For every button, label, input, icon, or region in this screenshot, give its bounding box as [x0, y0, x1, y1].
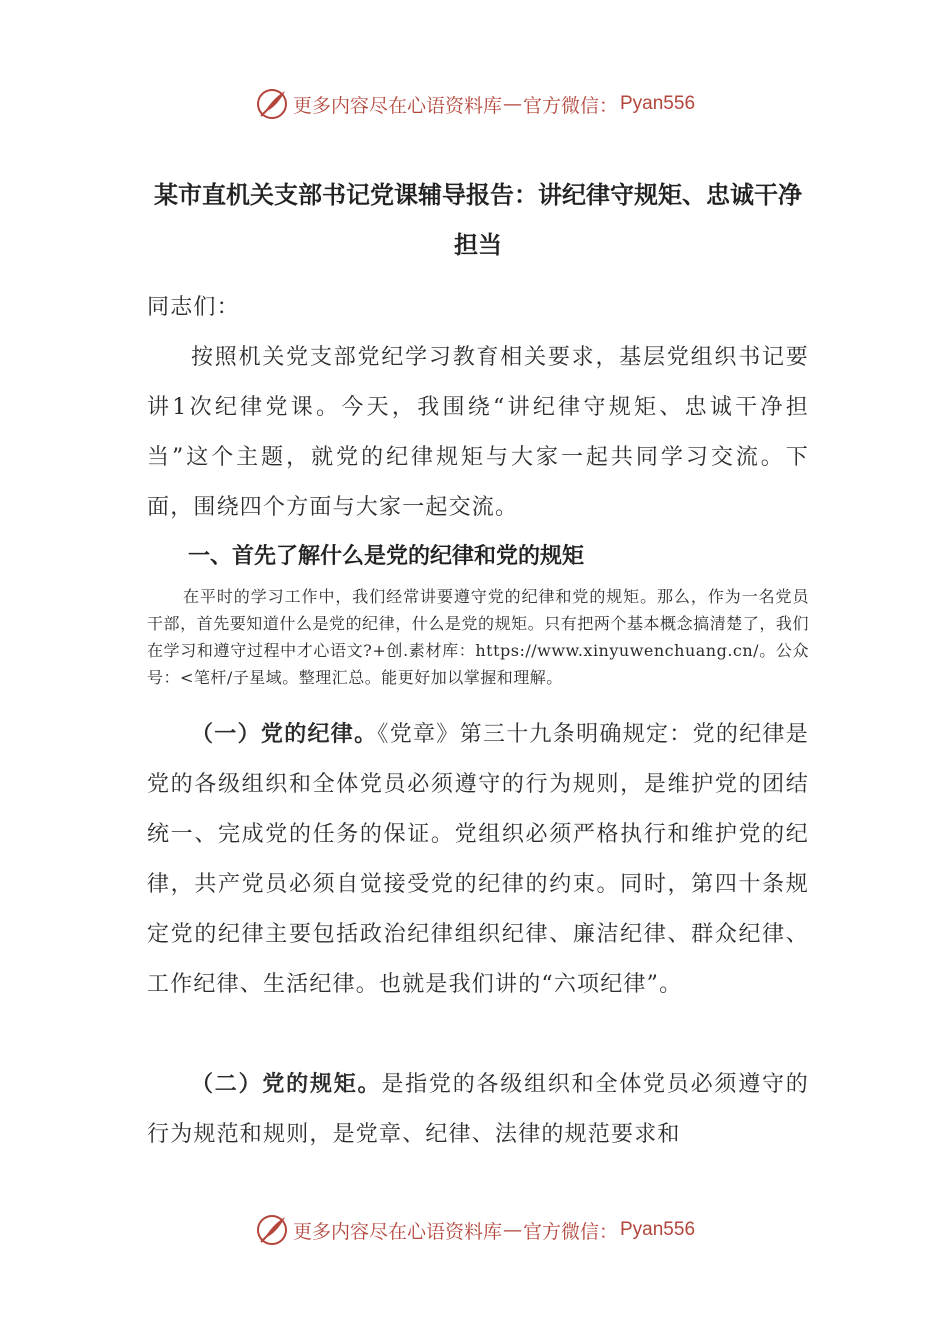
- section-1-small-paragraph: 在平时的学习工作中，我们经常讲要遵守党的纪律和党的规矩。那么，作为一名党员干部，首先要知道什么是党的纪律，什么是党的规矩。只有把两个基本概念搞清楚了，我们在学习和遵守过程中才心语文?+创.素材库：https://www.xinyuwenchuang.cn/。公众号：<笔杆/子星域。整理汇总。能更好加以掌握和理解。: [147, 587, 809, 687]
- document-title: 某市直机关支部书记党课辅导报告：讲纪律守规矩、忠诚干净担当: [154, 181, 802, 259]
- banner-wechat-id: Pyan556: [620, 1219, 696, 1240]
- intro-paragraph: 按照机关党支部党纪学习教育相关要求，基层党组织书记要讲1次纪律党课。今天，我围绕“讲纪律守规矩、忠诚干净担当”这个主题，就党的纪律规矩与大家一起共同学习交流。下面，围绕四个方面与大家一起交流。: [147, 345, 809, 520]
- banner-separator: —: [502, 93, 522, 115]
- header-watermark-banner: [0, 84, 950, 124]
- banner-library-text: 更多内容尽在心语资料库: [292, 1220, 502, 1243]
- banner-separator: —: [502, 1219, 522, 1241]
- subsection-rules-paragraph: [147, 1060, 809, 1160]
- subsection-discipline-label: （一）党的纪律。: [191, 722, 378, 747]
- quill-logo-icon: [255, 1213, 289, 1247]
- subsection-rules-text: 是指党的各级组织和全体党员必须遵守的行为规范和规则，是党章、纪律、法律的规范要求和: [147, 1072, 809, 1147]
- banner-wechat-id: Pyan556: [620, 93, 696, 114]
- banner-library-text: 更多内容尽在心语资料库: [292, 94, 502, 117]
- banner-official-label: 官方微信：: [522, 1220, 618, 1243]
- footer-watermark-banner: [0, 1210, 950, 1250]
- subsection-rules-label: （二）党的规矩。: [191, 1072, 382, 1097]
- subsection-discipline-paragraph: [147, 710, 809, 1010]
- salutation: 同志们：: [147, 295, 240, 320]
- quill-logo-icon: [255, 87, 289, 121]
- section-1-heading: 一、首先了解什么是党的纪律和党的规矩: [188, 544, 585, 569]
- subsection-discipline-text: 《党章》第三十九条明确规定：党的纪律是党的各级组织和全体党员必须遵守的行为规则，是维护党的团结统一、完成党的任务的保证。党组织必须严格执行和维护党的纪律，共产党员必须自觉接受党的纪律的约束。同时，第四十条规定党的纪律主要包括政治纪律组织纪律、廉洁纪律、群众纪律、工作纪律、生活纪律。也就是我们讲的“六项纪律”。: [147, 722, 809, 997]
- banner-official-label: 官方微信：: [522, 94, 618, 117]
